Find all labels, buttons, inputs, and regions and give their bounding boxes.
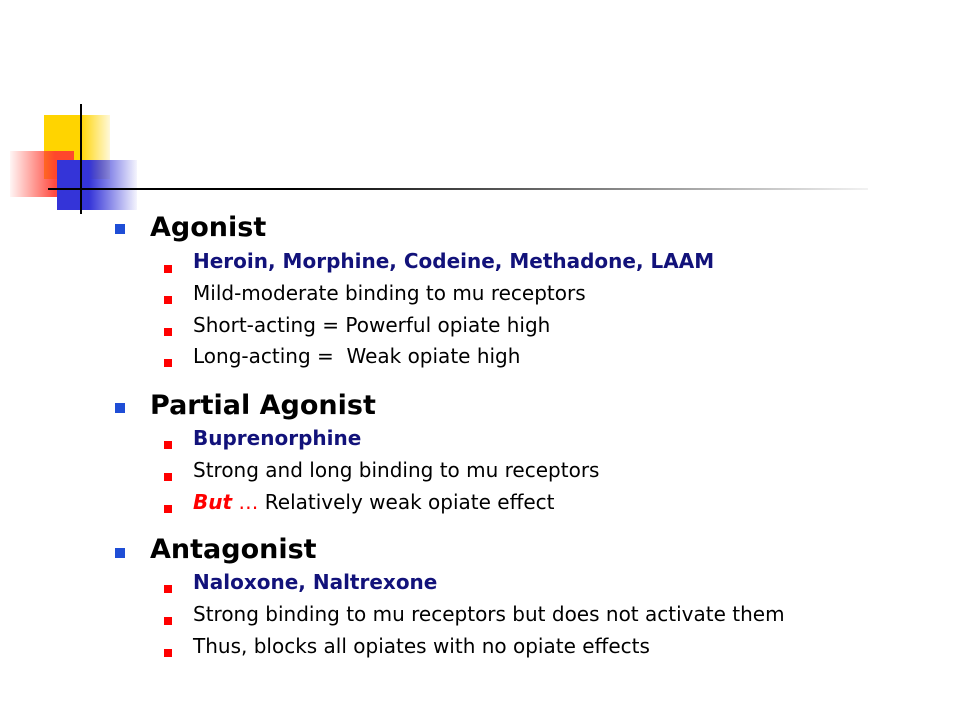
bullet-square-icon [164, 649, 172, 657]
section-heading: Antagonist [150, 534, 317, 565]
emphasis-but: But [193, 490, 233, 514]
decor-horizontal-rule [48, 188, 868, 190]
list-item: Naloxone, Naltrexone [193, 570, 438, 594]
bullet-square-icon [164, 473, 172, 481]
decor-vertical-line [80, 104, 82, 214]
section-heading: Agonist [150, 212, 267, 243]
decor-blue-square [57, 160, 137, 210]
list-item: Long-acting = Weak opiate high [193, 344, 521, 368]
list-item: Buprenorphine [193, 426, 362, 450]
list-item [193, 490, 555, 514]
list-item: Thus, blocks all opiates with no opiate effects [193, 634, 650, 658]
list-item: Mild-moderate binding to mu receptors [193, 281, 586, 305]
bullet-square-icon [115, 224, 125, 234]
bullet-square-icon [115, 403, 125, 413]
bullet-square-icon [164, 585, 172, 593]
bullet-square-icon [164, 617, 172, 625]
ellipsis: … [232, 490, 265, 514]
title-decoration [0, 0, 960, 230]
list-item: Short-acting = Powerful opiate high [193, 313, 551, 337]
bullet-square-icon [115, 548, 125, 558]
bullet-square-icon [164, 441, 172, 449]
section-heading: Partial Agonist [150, 390, 376, 421]
bullet-square-icon [164, 265, 172, 273]
list-item: Heroin, Morphine, Codeine, Methadone, LAAM [193, 249, 715, 273]
bullet-square-icon [164, 328, 172, 336]
bullet-square-icon [164, 359, 172, 367]
bullet-square-icon [164, 296, 172, 304]
bullet-square-icon [164, 505, 172, 513]
list-item: Strong binding to mu receptors but does not activate them [193, 602, 785, 626]
list-item-text: Relatively weak opiate effect [264, 490, 555, 514]
list-item: Strong and long binding to mu receptors [193, 458, 600, 482]
